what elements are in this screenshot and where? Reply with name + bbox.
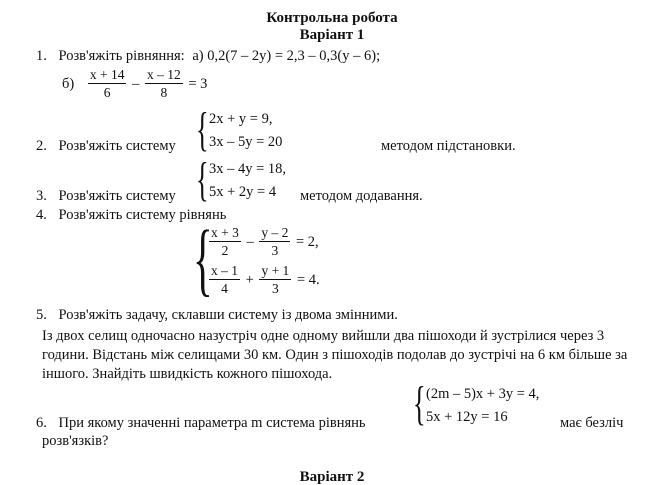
task-4-label: Розв'яжіть систему рівнянь: [58, 207, 227, 223]
task-5-number: 5.: [36, 307, 47, 323]
operator: –: [246, 233, 254, 250]
task-4-equation-2: [207, 264, 320, 296]
task-5-problem-text: Із двох селищ одночасно назустріч одне одному вийшли два пішоходи й зустрілися через 3 години. Відстань між селищами 30 км. Один з пішоходів подолав до зустрічі на 6 км більше за іншого. Знайдіть швидкість кожного пішохода.: [42, 328, 628, 382]
fraction-denominator: 4: [221, 281, 228, 297]
task-1-number: 1.: [36, 48, 47, 64]
task-1-equation-b: [62, 68, 207, 100]
fraction-denominator: 6: [103, 85, 111, 101]
task-6-tail: має безліч: [560, 415, 624, 431]
task-6-tail-2: розв'язків?: [42, 433, 109, 449]
task-3-label: Розв'яжіть систему: [58, 188, 176, 204]
fraction-numerator: x + 3: [209, 226, 241, 242]
task-3-number: 3.: [36, 188, 47, 204]
fraction-denominator: 3: [272, 281, 279, 297]
task-4-number: 4.: [36, 207, 47, 223]
fraction-denominator: 8: [160, 85, 168, 101]
task-5-label: Розв'яжіть задачу, склавши систему із двома змінними.: [58, 307, 398, 323]
task-2-equation-1: 2x + y = 9,: [209, 111, 273, 127]
right-hand-side: = 3: [188, 75, 208, 92]
next-variant-heading-cut: Варіант 2: [299, 469, 365, 485]
fraction-numerator: x + 14: [88, 68, 127, 84]
fraction: [145, 68, 183, 100]
system-brace: {: [196, 153, 209, 206]
task-2-equation-2: 3x – 5y = 20: [209, 134, 283, 150]
system-brace: {: [193, 213, 213, 304]
fraction: [259, 264, 291, 296]
document-title: Контрольна робота: [266, 10, 398, 26]
task-3: [36, 189, 176, 204]
task-2: [36, 139, 176, 154]
task-2-label: Розв'яжіть систему: [58, 138, 176, 154]
fraction: [209, 264, 240, 296]
task-5: [36, 308, 398, 323]
operator: +: [245, 271, 254, 288]
task-6: [36, 416, 366, 431]
task-2-method: методом підстановки.: [381, 138, 516, 154]
fraction-denominator: 2: [221, 243, 229, 259]
fraction-denominator: 3: [271, 243, 279, 259]
fraction: [88, 68, 127, 100]
task-1: [36, 49, 380, 64]
task-1-b-label: б): [62, 75, 75, 92]
task-6-label: При якому значенні параметра m система рівнянь: [58, 415, 366, 431]
fraction-numerator: x – 1: [209, 264, 240, 280]
fraction: [209, 226, 241, 258]
task-4-equation-1: [207, 226, 319, 258]
task-6-equation-2: 5x + 12y = 16: [426, 409, 508, 425]
task-1-label: Розв'яжіть рівняння:: [58, 48, 185, 64]
right-hand-side: = 4.: [296, 271, 320, 288]
variant-heading: Варіант 1: [299, 27, 365, 43]
task-1-equation-a: а) 0,2(7 – 2y) = 2,3 – 0,3(y – 6);: [192, 48, 381, 64]
system-brace: {: [413, 377, 426, 430]
task-2-number: 2.: [36, 138, 47, 154]
fraction-numerator: y + 1: [259, 264, 291, 280]
fraction-numerator: y – 2: [259, 226, 290, 242]
fraction-numerator: x – 12: [145, 68, 183, 84]
task-3-method: методом додавання.: [300, 188, 423, 204]
system-brace: {: [196, 103, 209, 156]
task-6-equation-1: (2m – 5)x + 3y = 4,: [426, 386, 540, 402]
task-6-number: 6.: [36, 415, 47, 431]
right-hand-side: = 2,: [296, 233, 319, 250]
operator: –: [132, 75, 140, 92]
task-3-equation-1: 3x – 4y = 18,: [209, 161, 287, 177]
task-3-equation-2: 5x + 2y = 4: [209, 184, 277, 200]
fraction: [259, 226, 290, 258]
